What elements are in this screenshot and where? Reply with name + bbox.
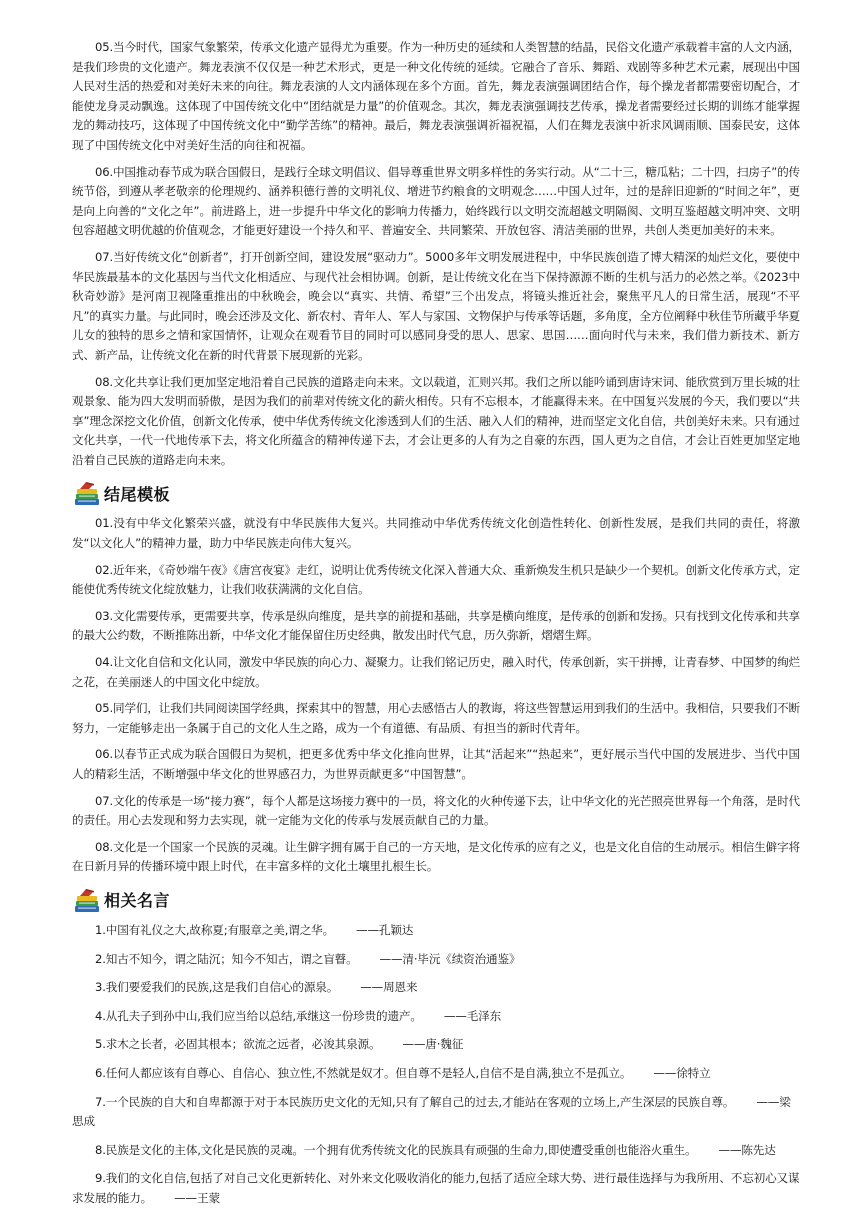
quote-author: ——陈先达 xyxy=(718,1142,776,1157)
quote-text: 6.任何人都应该有自尊心、自信心、独立性,不然就是奴才。但自尊不是轻人,自信不是自满,独立不是孤立。 xyxy=(95,1065,632,1080)
paragraph: 01.没有中华文化繁荣兴盛，就没有中华民族伟大复兴。共同推动中华优秀传统文化创造性转化、创新性发展，是我们共同的责任，将激发“以文化人”的精神力量，助力中华民族走向伟大复兴。 xyxy=(72,516,800,551)
quote-item xyxy=(72,1093,800,1132)
paragraph: 04.让文化自信和文化认同，激发中华民族的向心力、凝聚力。让我们铭记历史，融入时代，传承创新，实干拼搏，让青春梦、中国梦的绚烂之花，在美丽迷人的中国文化中绽放。 xyxy=(72,655,800,689)
quote-author: ——孔颖达 xyxy=(356,922,414,937)
paragraph: 05.当今时代，国家气象繁荣，传承文化遗产显得尤为重要。作为一种历史的延续和人类智慧的结晶，民俗文化遗产承载着丰富的人文内涵，是我们珍贵的文化遗产。舞龙表演不仅仅是一种艺术形式，更是一种文化传统的延续。它融合了音乐、舞蹈、戏剧等多种艺术元素，展现出中国人民对生活的热爱和对美好未来的向往。舞龙表演的人文内涵体现在多个方面。首先，舞龙表演强调团结合作，每个操龙者都需要密切配合，才能使龙身灵动飘逸。这体现了中国传统文化中“团结就是力量”的价值观念。其次，舞龙表演强调技艺传承，操龙者需要经过长期的训练才能掌握龙的舞动技巧，这体现了中国传统文化中“勤学苦练”的精神。最后，舞龙表演强调祈福祝福，人们在舞龙表演中祈求风调雨顺、国泰民安，这体现了中国传统文化中对美好生活的向往和祝福。 xyxy=(72,40,800,152)
paragraph: 02.近年来，《奇妙端午夜》《唐宫夜宴》走红，说明让优秀传统文化深入普通大众、重新焕发生机只是缺少一个契机。创新文化传承方式，定能使优秀传统文化绽放魅力，让我们收获满满的文化自信。 xyxy=(72,562,800,597)
ending-paragraphs xyxy=(72,514,800,877)
quote-text: 9.我们的文化自信,包括了对自己文化更新转化、对外来文化吸收消化的能力,包括了适应全球大势、进行最佳选择与为我所用、不忘初心又谋求发展的能力。 xyxy=(72,1171,800,1205)
ending-section-heading xyxy=(72,477,800,509)
quote-item xyxy=(72,1007,800,1027)
paragraph: 06.中国推动春节成为联合国假日，是践行全球文明倡议、倡导尊重世界文明多样性的务实行动。从“二十三，糖瓜粘；二十四，扫房子”的传统节俗，到遵从孝老敬亲的伦理规约、涵养积德行善的文明礼仪、增进节约粮食的文明观念……中国人过年，过的是辞旧迎新的“时间之年”，更是向上向善的“文化之年”。前进路上，进一步提升中华文化的影响力传播力，始终践行以文明交流超越文明隔阂、文明互鉴超越文明冲突、文明包容超越文明优越的价值观念，才能更好建设一个持久和平、普遍安全、共同繁荣、开放包容、清洁美丽的世界，共创人类更加美好的未来。 xyxy=(72,164,800,238)
section-title: 结尾模板 xyxy=(104,484,171,504)
quote-author: ——周恩来 xyxy=(360,980,418,995)
quote-text: 5.求木之长者，必固其根本；欲流之远者，必浚其泉源。 xyxy=(95,1037,381,1052)
quote-author: ——清·毕沅《续资治通鉴》 xyxy=(379,951,521,966)
quote-item xyxy=(72,1064,800,1084)
quote-text: 3.我们要爱我们的民族,这是我们自信心的源泉。 xyxy=(95,980,339,995)
quote-item xyxy=(72,1169,800,1208)
paragraph: 07.当好传统文化“创新者”，打开创新空间，建设发展“驱动力”。5000多年文明发展进程中，中华民族创造了博大精深的灿烂文化，要使中华民族最基本的文化基因与当代文化相适应、与现代社会相协调。创新，是让传统文化在当下保持源源不断的生机与活力的必然之举。《2023中秋奇妙游》是河南卫视隆重推出的中秋晚会，晚会以“真实、共情、希望”三个出发点，将镜头推近社会，聚焦平凡人的日常生活，展现“不平凡”的真实力量。与此同时，晚会还涉及文化、新农村、青年人、军人与家国、文物保护与传承等话题，多角度，全方位阐释中秋佳节所藏乎华夏儿女的独特的思乡之情和家国情怀，让观众在观看节目的同时可以感同身受的思人、思家、思国……面向时代与未来，我们借力新技术、新方式、新产品，让传统文化在新的时代背景下展现新的光彩。 xyxy=(72,249,800,362)
paragraph: 08.文化是一个国家一个民族的灵魂。让生僻字拥有属于自己的一方天地，是文化传承的应有之义，也是文化自信的生动展示。相信生僻字将在日新月异的传播环境中跟上时代，在丰富多样的文化土壤里扎根生长。 xyxy=(72,839,800,874)
quote-text: 1.中国有礼仪之大,故称夏;有服章之美,谓之华。 xyxy=(95,922,335,937)
quote-item xyxy=(72,950,800,970)
quotes-section-heading xyxy=(72,884,800,916)
quote-item xyxy=(72,1035,800,1055)
quote-item xyxy=(72,921,800,941)
quote-author: ——毛泽东 xyxy=(443,1008,502,1023)
paragraph: 05.同学们，让我们共同阅读国学经典，探索其中的智慧，用心去感悟古人的教诲，将这些智慧运用到我们的生活中。我相信，只要我们不断努力，一定能够走出一条属于自己的文化人生之路，成为一个有道德、有品质、有担当的新时代青年。 xyxy=(72,701,800,735)
quote-text: 7.一个民族的自大和自卑都源于对于本民族历史文化的无知,只有了解自己的过去,才能站在客观的立场上,产生深层的民族自尊。 xyxy=(95,1094,735,1109)
quote-author: ——唐·魏征 xyxy=(402,1037,464,1052)
quote-text: 2.知古不知今，谓之陆沉；知今不知古，谓之盲瞽。 xyxy=(95,951,358,966)
quote-text: 8.民族是文化的主体,文化是民族的灵魂。一个拥有优秀传统文化的民族具有顽强的生命力,即使遭受重创也能浴火重生。 xyxy=(95,1142,697,1157)
quotes-list xyxy=(72,921,800,1209)
paragraph: 07.文化的传承是一场“接力赛”，每个人都是这场接力赛中的一员，将文化的火种传递下去，让中华文化的光芒照亮世界每一个角落，是时代的责任。用心去发现和努力去实现，就一定能为文化的传承与发展贡献自己的力量。 xyxy=(72,793,800,828)
quote-text: 4.从孔夫子到孙中山,我们应当给以总结,承继这一份珍贵的遗产。 xyxy=(95,1008,422,1023)
books-icon xyxy=(72,478,102,508)
paragraph: 08.文化共享让我们更加坚定地沿着自己民族的道路走向未来。文以载道，汇则兴邦。我们之所以能吟诵到唐诗宋词、能欣赏到万里长城的壮观景象、能为四大发明而骄傲，是因为我们的前辈对传统文化的薪火相传。只有不忘根本，才能赢得未来。在中国复兴发展的今天，我们要以“共享”理念深挖文化价值，创新文化传承，使中华优秀传统文化渗透到人们的生活、融入人们的精神，进而坚定文化自信，共创美好未来。只有通过文化共享，一代一代地传承下去，将文化所蕴含的精神传递下去，才会让更多的人有为之自豪的东西，国人更为之自信，才会让百姓更加坚定地沿着自己民族的道路走向未来。 xyxy=(72,374,800,467)
quote-item xyxy=(72,1141,800,1161)
quote-author: ——梁思成 xyxy=(72,1094,791,1129)
section-title: 相关名言 xyxy=(104,891,171,911)
quote-item xyxy=(72,978,800,998)
books-icon xyxy=(72,885,102,915)
quote-author: ——徐特立 xyxy=(653,1065,711,1080)
paragraph: 03.文化需要传承，更需要共享，传承是纵向维度，是共享的前提和基础，共享是横向维度，是传承的创新和发扬。只有找到文化传承和共享的最大公约数，不断推陈出新，中华文化才能保留住历史经典，散发出时代气息，历久弥新，熠熠生辉。 xyxy=(72,608,800,643)
intro-paragraphs xyxy=(72,38,800,470)
paragraph: 06.以春节正式成为联合国假日为契机，把更多优秀中华文化推向世界，让其“活起来”“热起来”，更好展示当代中国的发展进步、当代中国人的精彩生活，不断增强中华文化的世界感召力，为世界贡献更多“中国智慧”。 xyxy=(72,747,800,781)
quote-author: ——王蒙 xyxy=(174,1190,220,1205)
